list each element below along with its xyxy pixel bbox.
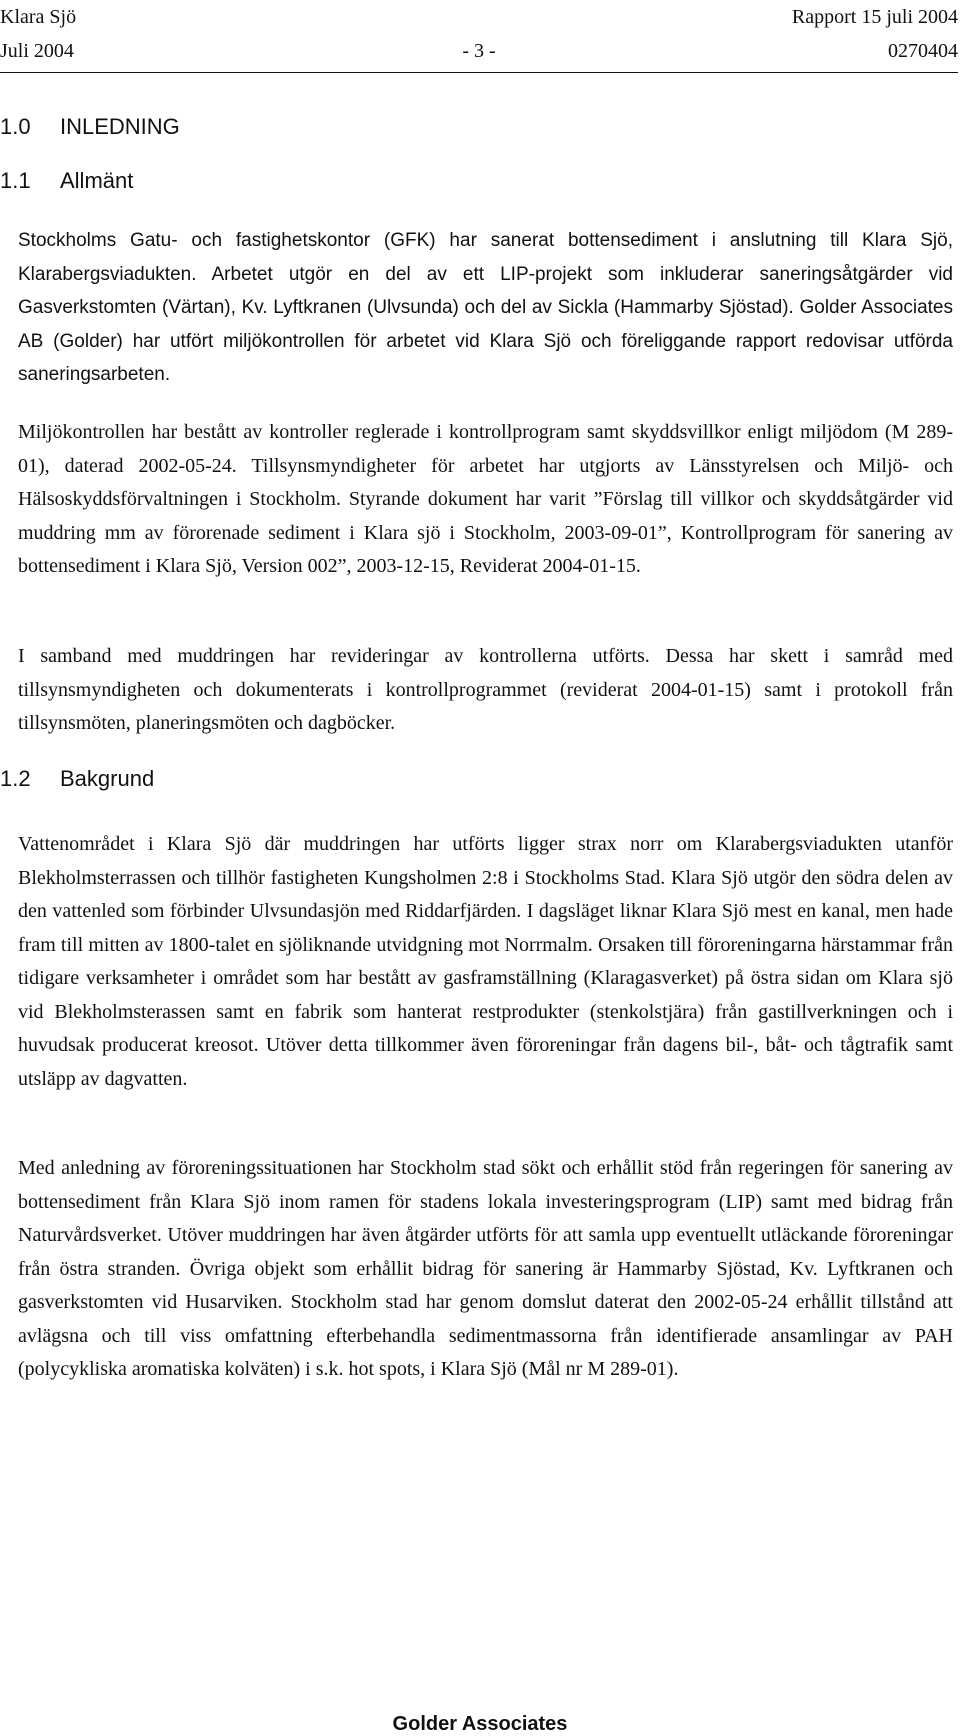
page-header [0, 0, 958, 68]
section-number: 1.0 [0, 114, 31, 139]
page-footer-company: Golder Associates [392, 1713, 568, 1735]
header-project-number: 0270404 [888, 40, 958, 62]
section-heading-bakgrund [0, 766, 935, 792]
paragraph-miljokontroll: Miljökontrollen har bestått av kontroller reglerade i kontrollprogram samt skyddsvillkor enligt miljödom (M 289-01), daterad 2002-05-24. Tillsynsmyndigheter för arbetet har utgjorts av Länsstyrelsen och Miljö- och Hälsoskyddsförvaltningen i Stockholm. Styrande dokument har varit ”Förslag till villkor och skyddsåtgärder vid muddring mm av förorenade sediment i Klara sjö i Stockholm, 2003-09-01”, Kontrollprogram för sanering av bottensediment i Klara Sjö, Version 002”, 2003-12-15, Reviderat 2004-01-15. [18, 421, 953, 577]
section-title: INLEDNING [60, 114, 180, 139]
section-heading-allmant [0, 168, 935, 194]
header-rule [0, 72, 958, 73]
header-author: Klara Sjö [0, 6, 77, 28]
section-title: Allmänt [60, 168, 134, 193]
section-heading-inledning [0, 114, 180, 140]
section-title: Bakgrund [60, 766, 155, 791]
paragraph-vattenomradet: Vattenområdet i Klara Sjö där muddringen har utförts ligger strax norr om Klarabergsviadukten utanför Blekholmsterrassen och tillhör fastigheten Kungsholmen 2:8 i Stockholms Stad. Klara Sjö utgör den södra delen av den vattenled som förbinder Ulvsundasjön med Riddarfjärden. I dagsläget liknar Klara Sjö mest en kanal, men hade fram till mitten av 1800-talet en sjöliknande utvidgning mot Norrmalm. Orsaken till föroreningarna härstammar från tidigare verksamheter i området som har bestått av gasframställning (Klaragasverket) på östra sidan om Klara sjö vid Blekholmsterassen samt en fabrik som hanterat restprodukter (stenkolstjära) från gastillverkningen och i huvudsak producerat kreosot. Utöver detta tillkommer även föroreningar från dagens bil-, båt- och tågtrafik samt utsläpp av dagvatten. [18, 833, 953, 1090]
paragraph-anledning: Med anledning av föroreningssituationen har Stockholm stad sökt och erhållit stöd från regeringen för sanering av bottensediment från Klara Sjö inom ramen för stadens lokala investeringsprogram (LIP) samt med bidrag från Naturvårdsverket. Utöver muddringen har även åtgärder utförts för att samla upp eventuellt utläckande föroreningar från östra stranden. Övriga objekt som erhållit bidrag för sanering är Hammarby Sjöstad, Kv. Lyftkranen och gasverkstomten vid Husarviken. Stockholm stad har genom domslut daterat den 2002-05-24 erhållit tillstånd att avlägsna och till viss omfattning efterbehandla sedimentmassorna från identifierade ansamlingar av PAH (polycykliska aromatiska kolväten) i s.k. hot spots, i Klara Sjö (Mål nr M 289-01). [18, 1157, 953, 1380]
header-date: Juli 2004 [0, 40, 74, 62]
header-page-number: - 3 - [462, 40, 496, 62]
section-number: 1.2 [0, 766, 31, 791]
header-report-date: Rapport 15 juli 2004 [791, 6, 958, 28]
paragraph-revideringar: I samband med muddringen har revideringar av kontrollerna utförts. Dessa har skett i samråd med tillsynsmyndigheten och dokumenterats i kontrollprogrammet (reviderat 2004-01-15) samt i protokoll från tillsynsmöten, planeringsmöten och dagböcker. [18, 645, 953, 734]
paragraph-intro: Stockholms Gatu- och fastighetskontor (GFK) har sanerat bottensediment i anslutning till Klara Sjö, Klarabergsviadukten. Arbetet utgör en del av ett LIP-projekt som inkluderar saneringsåtgärder vid Gasverkstomten (Värtan), Kv. Lyftkranen (Ulvsunda) och del av Sickla (Hammarby Sjöstad). Golder Associates AB (Golder) har utfört miljökontrollen för arbetet vid Klara Sjö och föreliggande rapport redovisar utförda saneringsarbeten. [18, 230, 953, 385]
section-number: 1.1 [0, 168, 31, 193]
